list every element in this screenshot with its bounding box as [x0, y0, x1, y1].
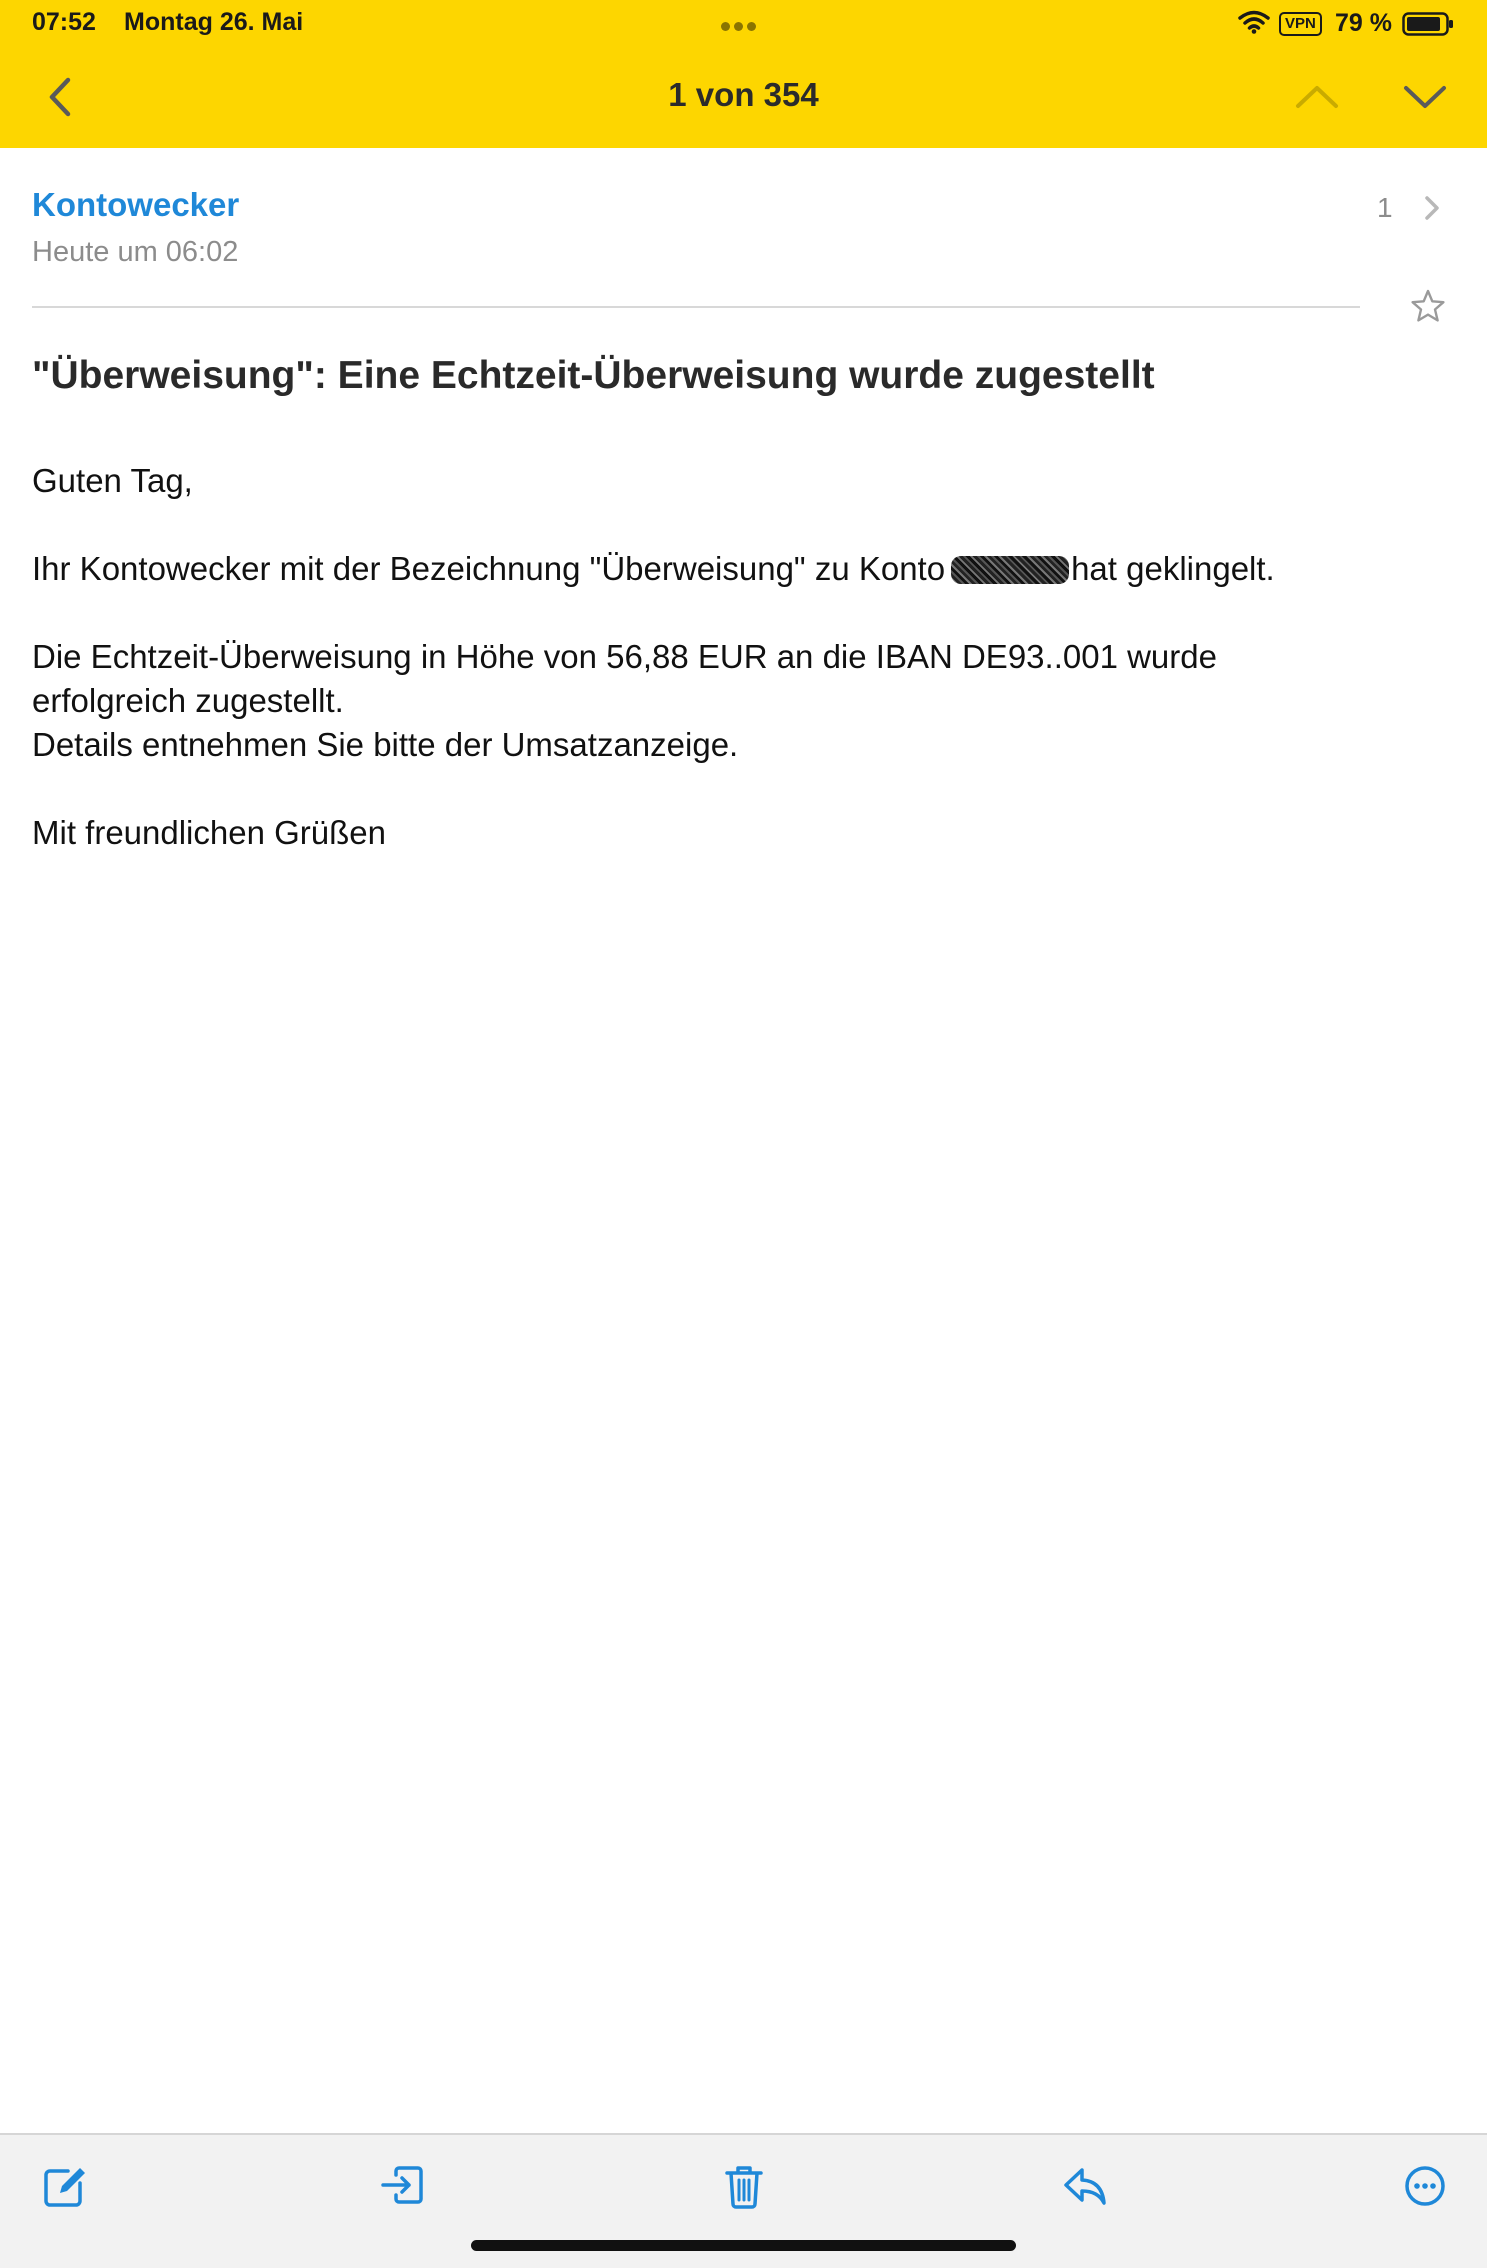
move-to-folder-icon[interactable]: [378, 2161, 428, 2211]
next-message-chevron-down-icon[interactable]: [1400, 76, 1450, 116]
top-bar: [0, 0, 1487, 148]
status-date: Montag 26. Mai: [124, 8, 304, 36]
trash-icon[interactable]: [719, 2161, 769, 2211]
redacted-account-number: [951, 556, 1069, 584]
thread-count: 1: [1377, 192, 1393, 223]
battery-icon: [1402, 12, 1454, 36]
star-icon[interactable]: [1410, 288, 1446, 324]
message-date: Heute um 06:02: [32, 236, 239, 268]
message-subject: "Überweisung": Eine Echtzeit-Überweisung wurde zugestellt: [32, 354, 1155, 397]
status-time: 07:52: [32, 8, 96, 36]
body-line-account: [32, 550, 1275, 588]
more-options-icon[interactable]: [1400, 2161, 1450, 2211]
body-line-account-end: hat geklingelt.: [1071, 550, 1275, 587]
vpn-badge: VPN: [1279, 12, 1322, 36]
body-closing: Mit freundlichen Grüßen: [32, 814, 386, 851]
wifi-icon: [1238, 10, 1270, 34]
body-line-amount: Die Echtzeit-Überweisung in Höhe von 56,88 EUR an die IBAN DE93..001 wurde: [32, 638, 1217, 675]
battery-percentage: 79 %: [1335, 9, 1392, 37]
home-indicator[interactable]: [471, 2240, 1016, 2251]
body-line-account-start: Ihr Kontowecker mit der Bezeichnung "Überweisung" zu Konto: [32, 550, 946, 587]
reply-icon[interactable]: [1060, 2161, 1110, 2211]
header-divider: [32, 306, 1360, 308]
message-position-title: 1 von 354: [668, 76, 819, 113]
compose-icon[interactable]: [40, 2161, 90, 2211]
previous-message-chevron-up-icon: [1292, 76, 1342, 116]
sender-name[interactable]: Kontowecker: [32, 186, 240, 223]
body-greeting: Guten Tag,: [32, 462, 193, 499]
body-line-details: Details entnehmen Sie bitte der Umsatzanzeige.: [32, 726, 739, 763]
chevron-right-icon[interactable]: [1420, 192, 1444, 224]
body-line-delivered: erfolgreich zugestellt.: [32, 682, 344, 719]
multitasking-dots-icon[interactable]: [721, 18, 767, 28]
